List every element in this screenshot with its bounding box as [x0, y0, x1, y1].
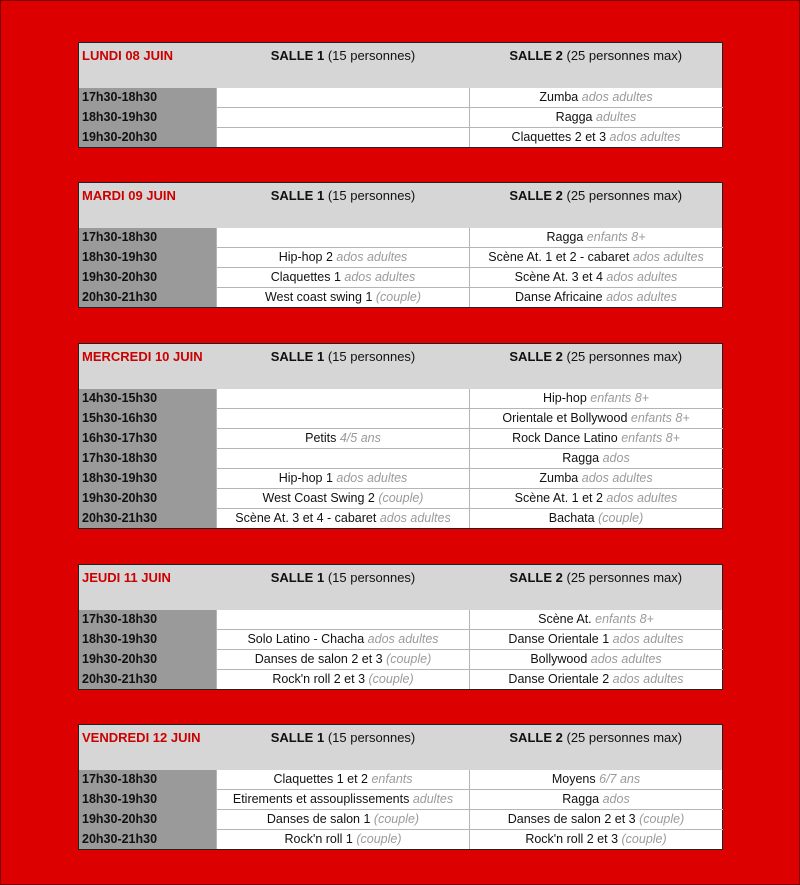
activity-note: enfants 8+ [590, 391, 649, 405]
salle2-name: SALLE 2 [509, 730, 563, 745]
activity-note: ados adultes [379, 511, 451, 525]
activity-note: ados adultes [336, 471, 408, 485]
time-slot: 18h30-19h30 [79, 469, 217, 489]
time-slot: 19h30-20h30 [79, 489, 217, 509]
time-slot: 14h30-15h30 [79, 389, 217, 409]
time-slot: 15h30-16h30 [79, 409, 217, 429]
activity-note: enfants 8+ [586, 230, 646, 244]
salle2-cell [470, 630, 723, 650]
activity-note: (couple) [368, 672, 414, 686]
time-slot: 20h30-21h30 [79, 288, 217, 308]
time-slot: 19h30-20h30 [79, 128, 217, 148]
activity-note: ados adultes [367, 632, 439, 646]
salle2-cell [470, 409, 723, 429]
salle1-name: SALLE 1 [270, 188, 325, 203]
salle1-cell [217, 790, 470, 810]
salle2-capacity: (25 personnes max) [566, 188, 683, 203]
salle2-cell [470, 489, 723, 509]
salle1-name: SALLE 1 [270, 730, 325, 745]
activity-note: (couple) [621, 832, 667, 846]
activity-name: Scène At. 1 et 2 [514, 491, 603, 505]
day-header-row [79, 344, 723, 390]
time-slot-row [79, 288, 723, 308]
time-slot-row [79, 650, 723, 670]
salle1-cell [217, 770, 470, 790]
time-slot-row [79, 449, 723, 469]
salle1-capacity: (15 personnes) [327, 48, 416, 63]
day-table [78, 343, 723, 529]
day-name: MERCREDI 10 JUIN [79, 344, 217, 390]
salle2-capacity: (25 personnes max) [566, 48, 683, 63]
time-slot-row [79, 248, 723, 268]
salle2-cell [470, 770, 723, 790]
activity-note: ados adultes [632, 250, 704, 264]
salle1-cell [217, 128, 470, 148]
activity-note: ados adultes [344, 270, 416, 284]
activity-note: ados adultes [590, 652, 662, 666]
activity-name: Rock'n roll 2 et 3 [272, 672, 366, 686]
activity-note: enfants 8+ [621, 431, 680, 445]
time-slot-row [79, 108, 723, 128]
salle1-cell [217, 409, 470, 429]
salle1-cell [217, 429, 470, 449]
salle1-cell [217, 268, 470, 288]
salle1-name: SALLE 1 [270, 570, 325, 585]
time-slot-row [79, 670, 723, 690]
activity-name: Etirements et assouplissements [232, 792, 410, 806]
activity-note: adultes [412, 792, 454, 806]
activity-note: enfants 8+ [630, 411, 690, 425]
time-slot-row [79, 810, 723, 830]
time-slot-row [79, 429, 723, 449]
activity-note: ados adultes [606, 290, 677, 304]
salle2-cell [470, 248, 723, 268]
activity-note: ados adultes [581, 90, 653, 104]
salle2-cell [470, 790, 723, 810]
salle2-cell [470, 469, 723, 489]
activity-name: Hip-hop 1 [278, 471, 333, 485]
activity-note: (couple) [386, 652, 432, 666]
time-slot: 20h30-21h30 [79, 670, 217, 690]
time-slot-row [79, 268, 723, 288]
time-slot-row [79, 128, 723, 148]
salle2-cell [470, 108, 723, 128]
activity-note: ados adultes [609, 130, 681, 144]
salle1-header [217, 344, 470, 390]
activity-name: Hip-hop [543, 391, 587, 405]
salle1-cell [217, 489, 470, 509]
activity-name: Danse Africaine [515, 290, 603, 304]
activity-note: ados adultes [612, 632, 684, 646]
activity-note: (couple) [378, 491, 424, 505]
activity-name: Moyens [551, 772, 596, 786]
time-slot: 17h30-18h30 [79, 88, 217, 108]
time-slot: 17h30-18h30 [79, 610, 217, 630]
activity-note: ados adultes [581, 471, 653, 485]
activity-name: Zumba [539, 471, 579, 485]
activity-name: Solo Latino - Chacha [247, 632, 365, 646]
activity-name: Rock'n roll 1 [284, 832, 353, 846]
day-table [78, 182, 723, 308]
activity-name: Scène At. 3 et 4 - cabaret [235, 511, 377, 525]
salle1-header [217, 183, 470, 229]
salle2-name: SALLE 2 [509, 349, 563, 364]
activity-name: Ragga [546, 230, 584, 244]
salle2-cell [470, 128, 723, 148]
time-slot-row [79, 630, 723, 650]
activity-note: ados [602, 792, 630, 806]
activity-note: enfants 8+ [595, 612, 654, 626]
activity-note: ados adultes [336, 250, 408, 264]
activity-note: (couple) [639, 812, 685, 826]
activity-name: Danses de salon 1 [266, 812, 371, 826]
salle2-cell [470, 610, 723, 630]
salle1-cell [217, 469, 470, 489]
time-slot: 18h30-19h30 [79, 108, 217, 128]
time-slot: 19h30-20h30 [79, 650, 217, 670]
salle2-cell [470, 830, 723, 850]
salle1-cell [217, 650, 470, 670]
day-table [78, 42, 723, 148]
salle2-cell [470, 88, 723, 108]
salle2-cell [470, 509, 723, 529]
salle1-cell [217, 670, 470, 690]
activity-name: Ragga [555, 110, 593, 124]
activity-name: Orientale et Bollywood [502, 411, 628, 425]
salle2-header [470, 565, 723, 611]
activity-name: Ragga [562, 792, 600, 806]
salle1-cell [217, 389, 470, 409]
salle1-cell [217, 830, 470, 850]
activity-note: (couple) [375, 290, 422, 304]
salle2-capacity: (25 personnes max) [566, 570, 683, 585]
activity-note: ados [602, 451, 630, 465]
salle1-name: SALLE 1 [270, 349, 325, 364]
salle1-header [217, 43, 470, 89]
salle1-capacity: (15 personnes) [327, 188, 416, 203]
day-name: JEUDI 11 JUIN [79, 565, 217, 611]
salle2-cell [470, 650, 723, 670]
salle2-name: SALLE 2 [509, 188, 563, 203]
salle1-capacity: (15 personnes) [327, 349, 416, 364]
salle2-cell [470, 228, 723, 248]
salle1-cell [217, 449, 470, 469]
time-slot-row [79, 610, 723, 630]
day-header-row [79, 183, 723, 229]
time-slot: 19h30-20h30 [79, 268, 217, 288]
salle1-cell [217, 630, 470, 650]
day-header-row [79, 43, 723, 89]
activity-name: Claquettes 1 [270, 270, 341, 284]
time-slot-row [79, 409, 723, 429]
activity-note: 4/5 ans [339, 431, 381, 445]
salle2-cell [470, 389, 723, 409]
salle2-name: SALLE 2 [509, 48, 563, 63]
salle1-header [217, 725, 470, 771]
activity-name: Rock Dance Latino [512, 431, 618, 445]
activity-name: Scène At. [538, 612, 592, 626]
salle2-cell [470, 268, 723, 288]
salle2-cell [470, 670, 723, 690]
activity-note: adultes [596, 110, 637, 124]
activity-name: Claquettes 2 et 3 [511, 130, 607, 144]
salle1-cell [217, 228, 470, 248]
activity-note: (couple) [373, 812, 420, 826]
day-name: VENDREDI 12 JUIN [79, 725, 217, 771]
activity-note: ados adultes [606, 270, 678, 284]
day-header-row [79, 565, 723, 611]
time-slot-row [79, 389, 723, 409]
activity-name: Zumba [539, 90, 579, 104]
day-name: LUNDI 08 JUIN [79, 43, 217, 89]
time-slot-row [79, 88, 723, 108]
activity-name: Rock'n roll 2 et 3 [525, 832, 619, 846]
salle2-capacity: (25 personnes max) [566, 730, 683, 745]
time-slot: 19h30-20h30 [79, 810, 217, 830]
time-slot-row [79, 790, 723, 810]
salle1-capacity: (15 personnes) [327, 570, 416, 585]
activity-name: West Coast Swing 2 [262, 491, 375, 505]
activity-name: Danse Orientale 2 [508, 672, 610, 686]
salle1-cell [217, 288, 470, 308]
activity-name: Danses de salon 2 et 3 [254, 652, 383, 666]
time-slot: 16h30-17h30 [79, 429, 217, 449]
time-slot: 17h30-18h30 [79, 770, 217, 790]
day-table [78, 564, 723, 690]
activity-note: 6/7 ans [599, 772, 641, 786]
salle1-cell [217, 509, 470, 529]
time-slot: 17h30-18h30 [79, 228, 217, 248]
salle2-capacity: (25 personnes max) [566, 349, 683, 364]
activity-name: Danses de salon 2 et 3 [507, 812, 636, 826]
time-slot-row [79, 770, 723, 790]
time-slot-row [79, 228, 723, 248]
salle2-header [470, 183, 723, 229]
salle2-header [470, 344, 723, 390]
day-table [78, 724, 723, 850]
time-slot: 20h30-21h30 [79, 509, 217, 529]
salle2-cell [470, 449, 723, 469]
salle2-header [470, 725, 723, 771]
activity-name: Scène At. 3 et 4 [514, 270, 603, 284]
activity-name: Bollywood [530, 652, 588, 666]
salle1-cell [217, 810, 470, 830]
salle2-cell [470, 288, 723, 308]
activity-name: West coast swing 1 [264, 290, 373, 304]
salle1-capacity: (15 personnes) [327, 730, 416, 745]
time-slot: 17h30-18h30 [79, 449, 217, 469]
activity-note: ados adultes [606, 491, 678, 505]
time-slot-row [79, 509, 723, 529]
activity-note: (couple) [356, 832, 402, 846]
activity-name: Danse Orientale 1 [508, 632, 610, 646]
salle2-header [470, 43, 723, 89]
time-slot: 20h30-21h30 [79, 830, 217, 850]
day-name: MARDI 09 JUIN [79, 183, 217, 229]
salle2-cell [470, 810, 723, 830]
activity-note: enfants [371, 772, 413, 786]
activity-name: Claquettes 1 et 2 [273, 772, 368, 786]
salle1-cell [217, 88, 470, 108]
time-slot-row [79, 469, 723, 489]
salle1-cell [217, 108, 470, 128]
activity-name: Bachata [548, 511, 595, 525]
time-slot: 18h30-19h30 [79, 790, 217, 810]
activity-note: ados adultes [612, 672, 684, 686]
activity-name: Scène At. 1 et 2 - cabaret [488, 250, 630, 264]
activity-name: Hip-hop 2 [278, 250, 333, 264]
salle1-cell [217, 610, 470, 630]
time-slot: 18h30-19h30 [79, 630, 217, 650]
salle1-cell [217, 248, 470, 268]
salle2-cell [470, 429, 723, 449]
activity-note: (couple) [598, 511, 644, 525]
salle1-name: SALLE 1 [270, 48, 325, 63]
day-header-row [79, 725, 723, 771]
salle1-header [217, 565, 470, 611]
activity-name: Ragga [562, 451, 600, 465]
activity-name: Petits [305, 431, 337, 445]
time-slot-row [79, 830, 723, 850]
salle2-name: SALLE 2 [509, 570, 563, 585]
time-slot: 18h30-19h30 [79, 248, 217, 268]
time-slot-row [79, 489, 723, 509]
